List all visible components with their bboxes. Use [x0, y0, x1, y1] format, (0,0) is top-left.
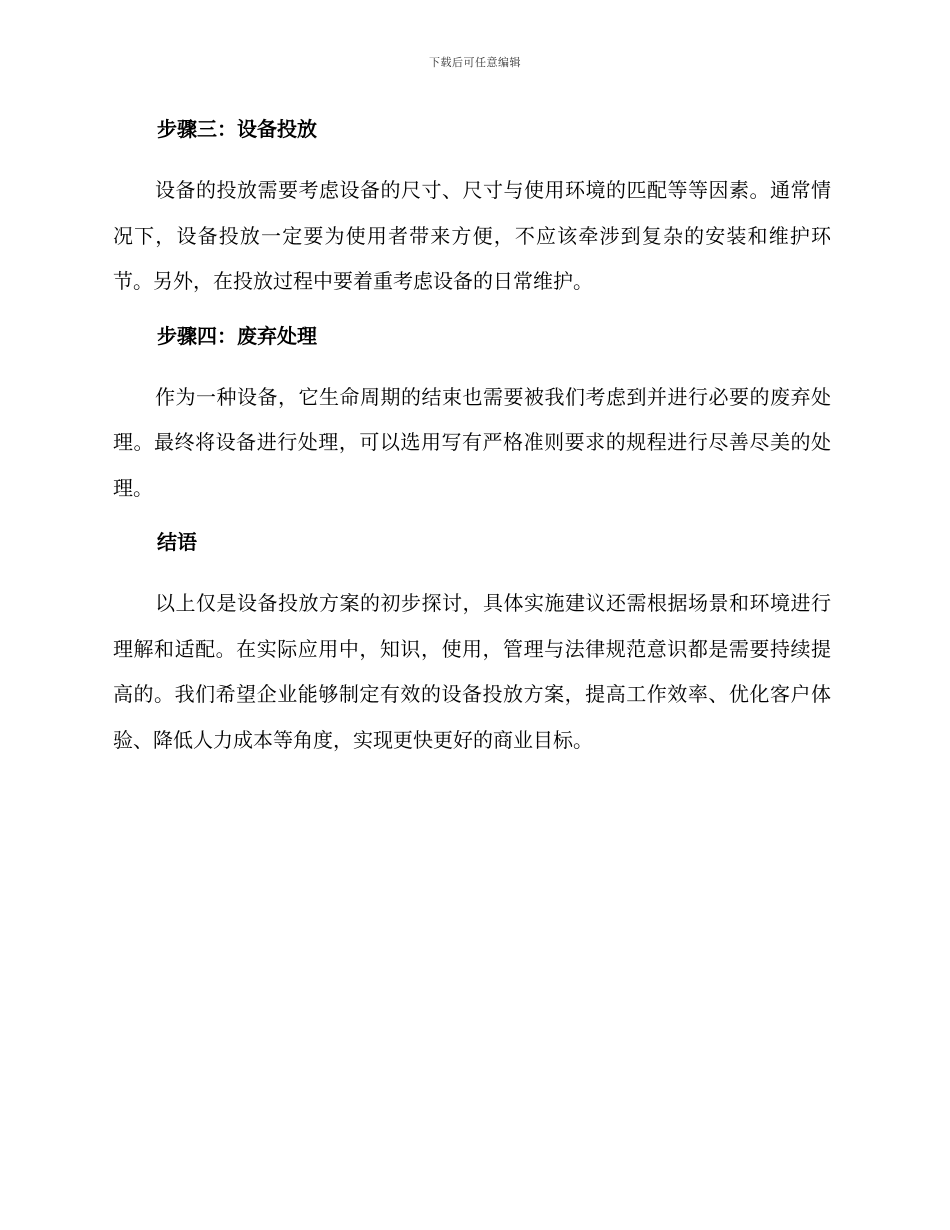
section-paragraph-step-four: 作为一种设备，它生命周期的结束也需要被我们考虑到并进行必要的废弃处理。最终将设备进行处理，可以选用写有严格准则要求的规程进行尽善尽美的处理。 [113, 384, 831, 500]
section-heading-step-three: 步骤三：设备投放 [157, 117, 317, 141]
document-body [113, 110, 831, 775]
section-heading-step-four: 步骤四：废弃处理 [157, 323, 317, 348]
section-paragraph-conclusion: 以上仅是设备投放方案的初步探讨，具体实施建议还需根据场景和环境进行理解和适配。在实际应用中，知识，使用，管理与法律规范意识都是需要持续提高的。我们希望企业能够制定有效的设备投放方案，提高工作效率、优化客户体验、降低人力成本等角度，实现更快更好的商业目标。 [113, 591, 831, 752]
page-header-note: 下载后可任意编辑 [429, 56, 521, 69]
section-paragraph-step-three: 设备的投放需要考虑设备的尺寸、尺寸与使用环境的匹配等等因素。通常情况下，设备投放一定要为使用者带来方便，不应该牵涉到复杂的安装和维护环节。另外，在投放过程中要着重考虑设备的日常维护。 [113, 178, 831, 293]
section-heading-conclusion: 结语 [157, 530, 197, 554]
